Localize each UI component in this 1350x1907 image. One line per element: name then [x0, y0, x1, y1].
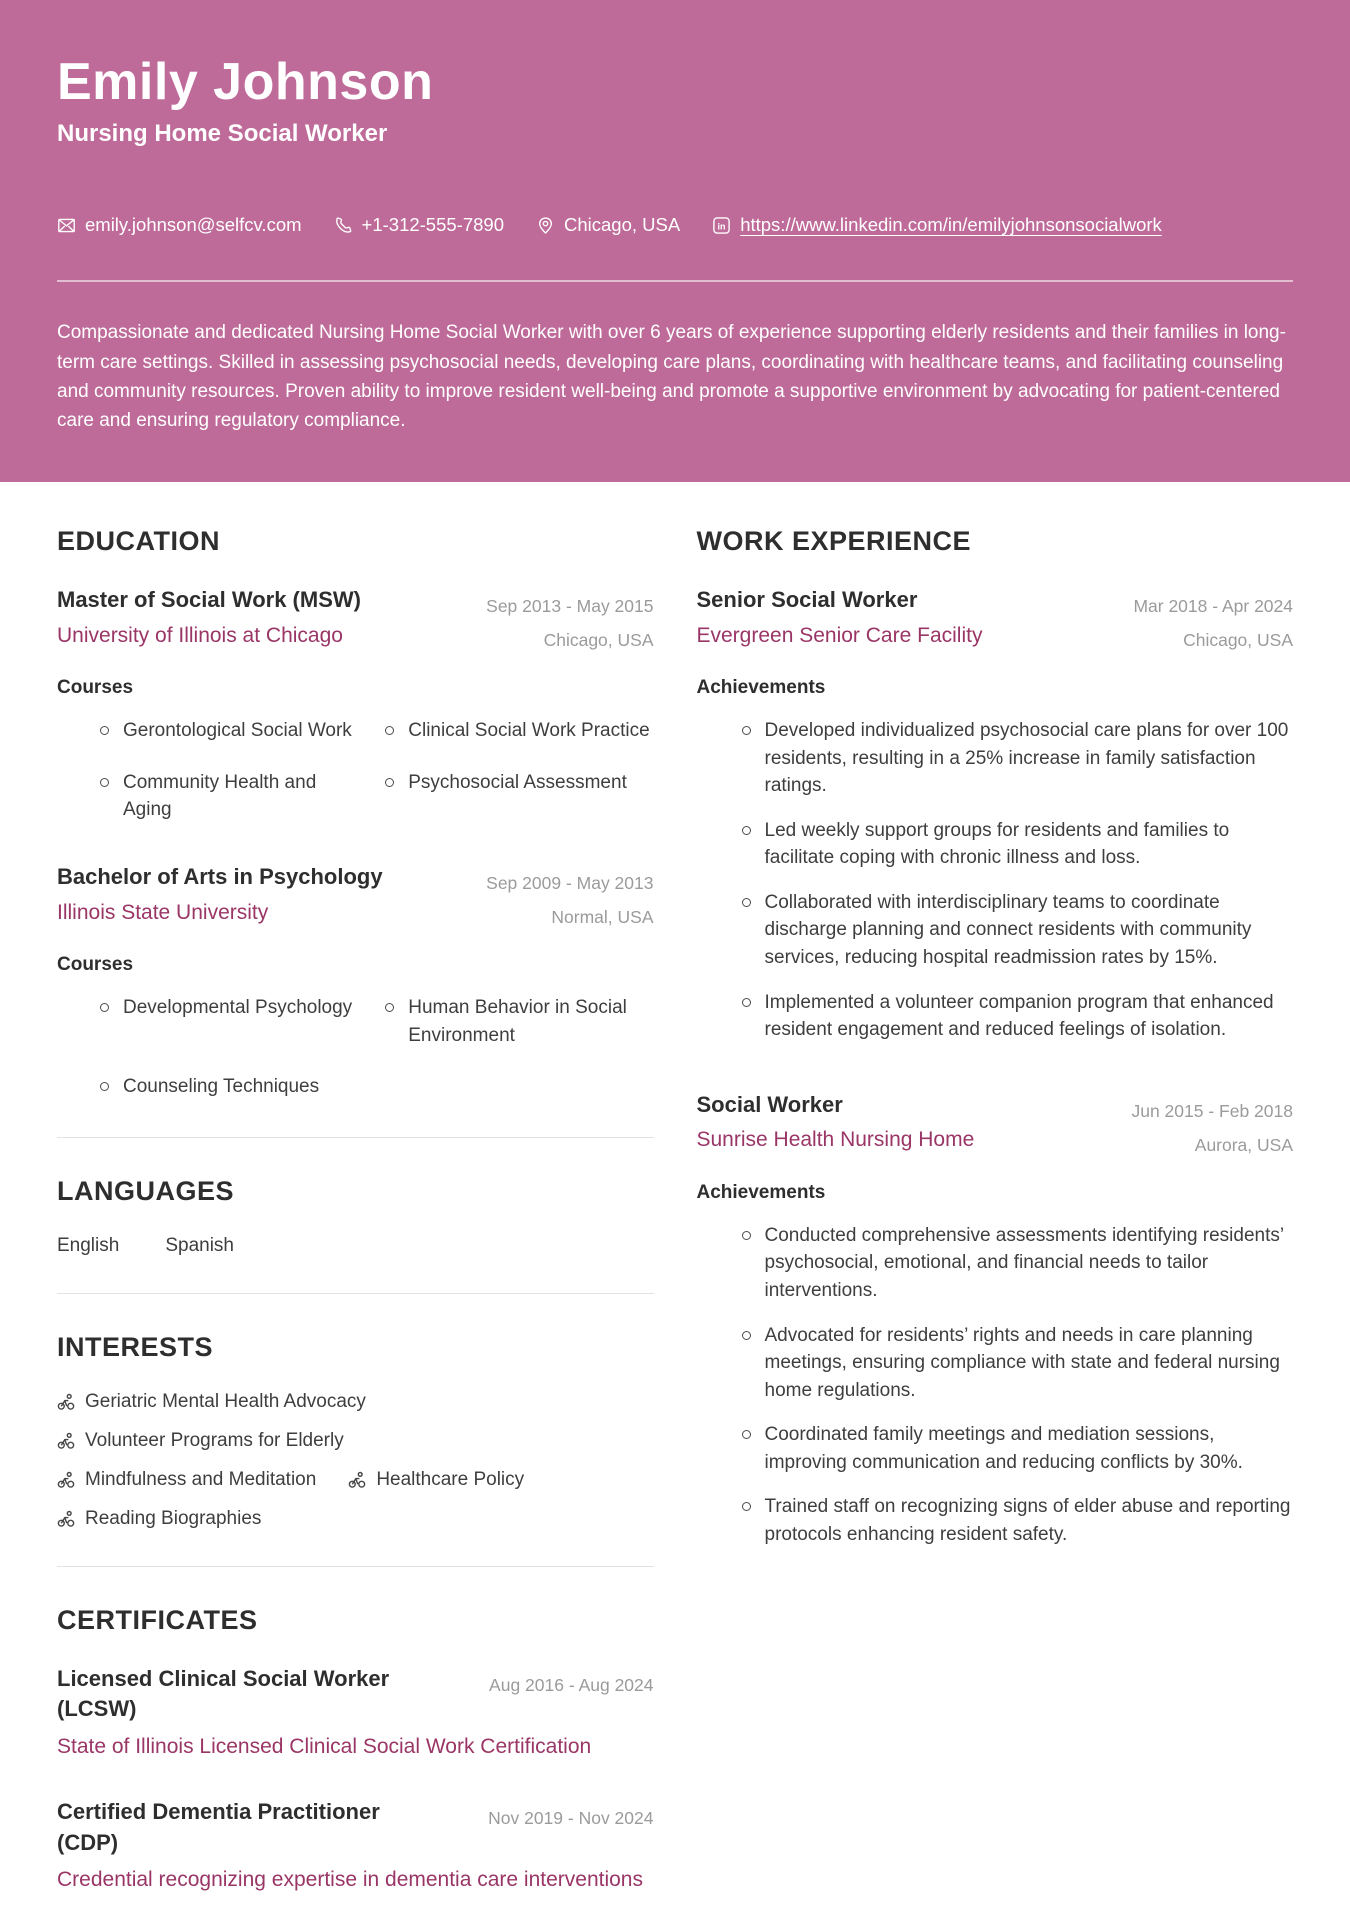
contact-phone: [334, 214, 504, 236]
header-divider: [57, 280, 1293, 282]
school-name: Illinois State University: [57, 900, 269, 924]
courses-label: Courses: [57, 954, 134, 976]
languages-heading: LANGUAGES: [57, 1175, 235, 1206]
achievements-list: [739, 1222, 1294, 1548]
entry-location: Chicago, USA: [1183, 630, 1293, 651]
course-item: Psychosocial Assessment: [382, 769, 653, 824]
header: [0, 0, 1350, 482]
date-range: Aug 2016 - Aug 2024: [489, 1674, 654, 1695]
education-heading: EDUCATION: [57, 525, 220, 556]
achievements-label: Achievements: [696, 1181, 826, 1203]
work-experience-section: [697, 526, 1294, 1548]
company-name: Sunrise Health Nursing Home: [696, 1128, 975, 1152]
interests-list: [57, 1391, 654, 1530]
date-range: Mar 2018 - Apr 2024: [1133, 595, 1293, 616]
interest-item: Mindfulness and Meditation: [57, 1469, 316, 1491]
phone-text: +1-312-555-7890: [361, 214, 504, 236]
date-range: Sep 2013 - May 2015: [486, 595, 654, 616]
person-job-title: Nursing Home Social Worker: [57, 120, 388, 148]
courses-label: Courses: [57, 677, 134, 699]
courses-list: [97, 994, 654, 1101]
work-experience-heading: WORK EXPERIENCE: [696, 525, 972, 556]
entry-location: Aurora, USA: [1194, 1134, 1293, 1155]
location-text: Chicago, USA: [564, 214, 681, 236]
interest-item: Geriatric Mental Health Advocacy: [57, 1391, 366, 1413]
svg-text:in: in: [717, 220, 726, 231]
courses-list: [97, 717, 654, 824]
work-entry: [697, 1090, 1294, 1549]
right-column: [697, 526, 1294, 1896]
linkedin-icon: [712, 216, 731, 235]
contact-linkedin: [712, 214, 1162, 236]
course-item: Developmental Psychology: [97, 994, 368, 1049]
degree-title: Master of Social Work (MSW): [57, 586, 361, 612]
company-name: Evergreen Senior Care Facility: [696, 623, 983, 647]
interest-item: Healthcare Policy: [348, 1469, 524, 1491]
left-column: [57, 526, 654, 1896]
work-entry: [697, 585, 1294, 1044]
certificate-entry: [57, 1664, 654, 1763]
email-text: emily.johnson@selfcv.com: [85, 214, 302, 236]
languages-list: [57, 1235, 654, 1257]
achievements-list: [739, 717, 1294, 1043]
entry-location: Chicago, USA: [543, 630, 654, 651]
course-item: Human Behavior in Social Environment: [382, 994, 653, 1049]
section-divider: [57, 1566, 654, 1567]
education-entry: [57, 585, 654, 824]
email-icon: [57, 216, 76, 235]
certificate-description: Credential recognizing expertise in dementia care interventions: [57, 1868, 643, 1892]
language-item: Spanish: [165, 1234, 234, 1256]
phone-icon: [334, 216, 353, 235]
interests-section: [57, 1332, 654, 1530]
location-icon: [536, 216, 555, 235]
achievement-item: Implemented a volunteer companion program that enhanced resident engagement and reduced feelings of isolation.: [739, 989, 1294, 1044]
certificate-title: Licensed Clinical Social Worker (LCSW): [57, 1665, 390, 1722]
course-item: Community Health and Aging: [97, 769, 368, 824]
certificate-description: State of Illinois Licensed Clinical Social Work Certification: [57, 1735, 592, 1759]
date-range: Jun 2015 - Feb 2018: [1131, 1100, 1293, 1121]
contact-email: [57, 214, 302, 236]
certificate-entry: [57, 1797, 654, 1896]
entry-location: Normal, USA: [551, 906, 654, 927]
achievement-item: Conducted comprehensive assessments identifying residents’ psychosocial, emotional, and financial needs to tailor interventions.: [739, 1222, 1294, 1305]
section-divider: [57, 1293, 654, 1294]
achievement-item: Developed individualized psychosocial care plans for over 100 residents, resulting in a 25% increase in family satisfaction ratings.: [739, 717, 1294, 800]
languages-section: [57, 1176, 654, 1257]
degree-title: Bachelor of Arts in Psychology: [57, 863, 383, 889]
interest-item: Reading Biographies: [57, 1508, 261, 1530]
date-range: Sep 2009 - May 2013: [486, 872, 654, 893]
job-role: Senior Social Worker: [696, 586, 918, 612]
course-item: Clinical Social Work Practice: [382, 717, 653, 745]
date-range: Nov 2019 - Nov 2024: [488, 1807, 654, 1828]
summary-text: Compassionate and dedicated Nursing Home Social Worker with over 6 years of experience supporting elderly residents and their families in long-term care settings. Skilled in assessing psychosocial needs, developing care plans, coordinating with healthcare teams, and facilitating counseling and community resources. Proven ability to improve resident well-being and promote a supportive environment by advocating for patient-centered care and ensuring regulatory compliance.: [57, 322, 1286, 432]
certificate-title: Certified Dementia Practitioner (CDP): [57, 1798, 380, 1855]
achievement-item: Trained staff on recognizing signs of elder abuse and reporting protocols enhancing resident safety.: [739, 1493, 1294, 1548]
school-name: University of Illinois at Chicago: [57, 623, 343, 647]
hobby-icon: [57, 1471, 75, 1489]
achievement-item: Coordinated family meetings and mediation sessions, improving communication and reducing conflicts by 30%.: [739, 1421, 1294, 1476]
linkedin-link[interactable]: https://www.linkedin.com/in/emilyjohnsonsocialwork: [740, 214, 1162, 236]
achievement-item: Advocated for residents’ rights and needs in care planning meetings, ensuring compliance with state and federal nursing home regulations.: [739, 1322, 1294, 1405]
education-entry: [57, 862, 654, 1101]
achievement-item: Collaborated with interdisciplinary teams to coordinate discharge planning and connect residents with community services, reducing hospital readmission rates by 15%.: [739, 889, 1294, 972]
resume-body: [0, 482, 1350, 1896]
achievements-label: Achievements: [696, 677, 826, 699]
contact-location: [536, 214, 680, 236]
course-item: Gerontological Social Work: [97, 717, 368, 745]
section-divider: [57, 1137, 654, 1138]
language-item: English: [57, 1234, 120, 1256]
interests-heading: INTERESTS: [57, 1331, 214, 1362]
achievement-item: Led weekly support groups for residents and families to facilitate coping with chronic illness and loss.: [739, 817, 1294, 872]
certificates-heading: CERTIFICATES: [57, 1604, 258, 1635]
hobby-icon: [348, 1471, 366, 1489]
hobby-icon: [57, 1510, 75, 1528]
contact-row: [57, 214, 1293, 236]
hobby-icon: [57, 1432, 75, 1450]
job-role: Social Worker: [696, 1091, 843, 1117]
hobby-icon: [57, 1393, 75, 1411]
education-section: [57, 526, 654, 1101]
interest-item: Volunteer Programs for Elderly: [57, 1430, 344, 1452]
person-name: Emily Johnson: [57, 53, 434, 111]
certificates-section: [57, 1605, 654, 1896]
course-item: Counseling Techniques: [97, 1073, 368, 1101]
